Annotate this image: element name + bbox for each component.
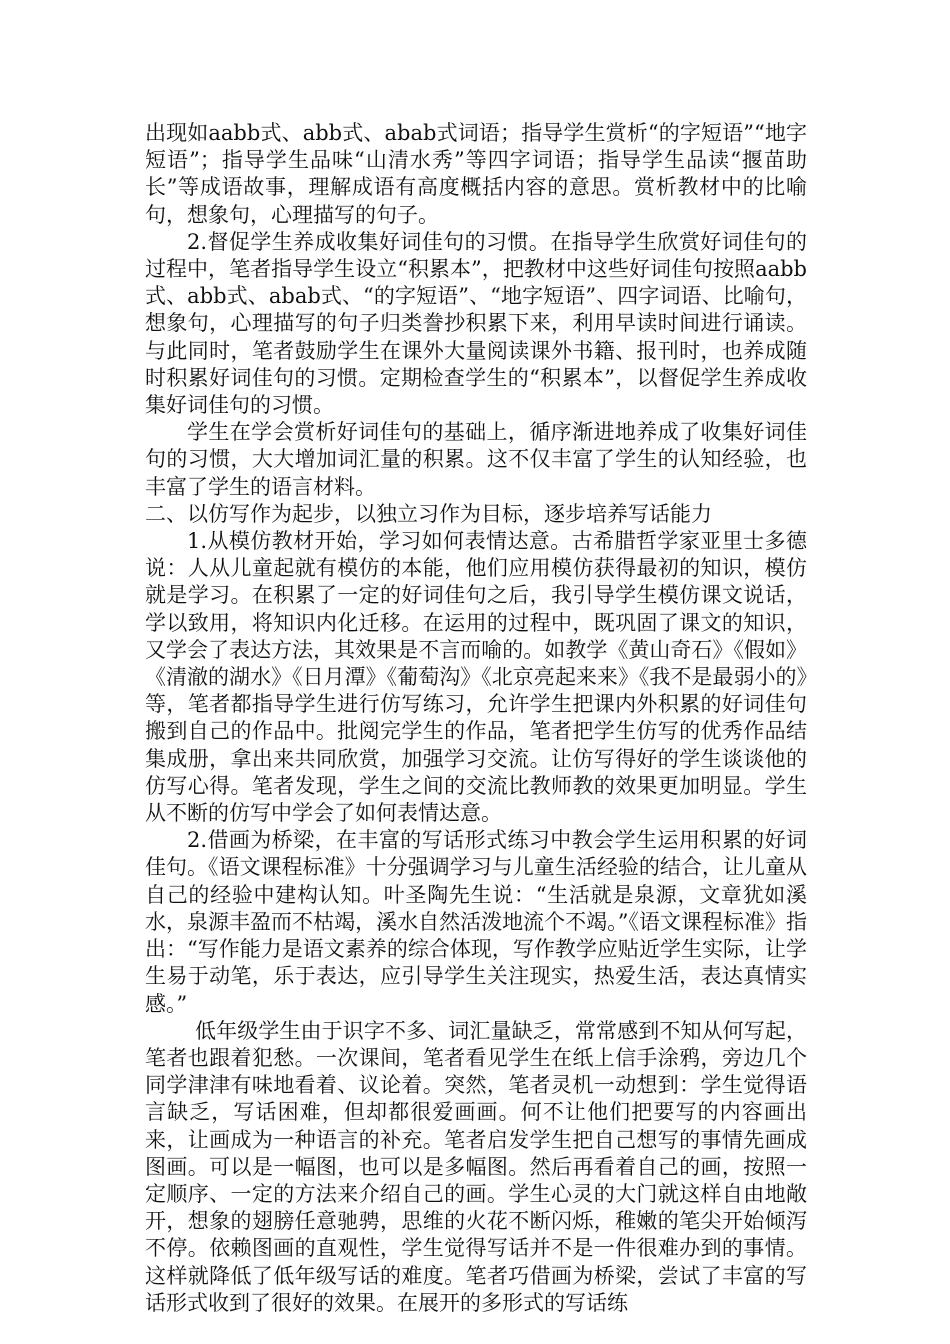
paragraph-collection-habit: 2.督促学生养成收集好词佳句的习惯。在指导学生欣赏好词佳句的过程中，笔者指导学生设立“积累本”，把教材中这些好词佳句按照aabb式、abb式、abab式、“的字短语”、“地字短语”、四字词语、比喻句，想象句，心理描写的句子归类誊抄积累下来，利用早读时间进行诵读。与此同时，笔者鼓励学生在课外大量阅读课外书籍、报刊时，也养成随时积累好词佳句的习惯。定期检查学生的“积累本”，以督促学生养成收集好词佳句的习惯。 bbox=[145, 229, 807, 418]
paragraph-summary: 学生在学会赏析好词佳句的基础上，循序渐进地养成了收集好词佳句的习惯，大大增加词汇量的积累。这不仅丰富了学生的认知经验，也丰富了学生的语言材料。 bbox=[145, 420, 807, 499]
paragraph-drawing-bridge: 2.借画为桥梁，在丰富的写话形式练习中教会学生运用积累的好词佳句。《语文课程标准》十分强调学习与儿童生活经验的结合，让儿童从自己的经验中建构认知。叶圣陶先生说：“生活就是泉源，文章犹如溪水，泉源丰盈而不枯竭，溪水自然活泼地流个不竭。”《语文课程标准》指出：“写作能力是语文素养的综合体现，写作教学应贴近学生实际，让学生易于动笔，乐于表达，应引导学生关注现实，热爱生活，表达真情实感。” bbox=[145, 828, 807, 1016]
section-heading: 二、以仿写作为起步，以独立习作为目标，逐步培养写话能力 bbox=[145, 501, 712, 526]
paragraph-low-grade: 低年级学生由于识字不多、词汇量缺乏，常常感到不知从何写起，笔者也跟着犯愁。一次课间，笔者看见学生在纸上信手涂鸦，旁边几个同学津津有味地看着、议论着。突然，笔者灵机一动想到：学生觉得语言缺乏，写话困难，但却都很爱画画。何不让他们把要写的内容画出来，让画成为一种语言的补充。笔者启发学生把自己想写的事情先画成图画。可以是一幅图，也可以是多幅图。然后再看着自己的画，按照一定顺序、一定的方法来介绍自己的画。学生心灵的大门就这样自由地敞开，想象的翅膀任意驰骋，思维的火花不断闪烁，稚嫩的笔尖开始倾泻不停。依赖图画的直观性，学生觉得写话并不是一件很难办到的事情。这样就降低了低年级写话的难度。笔者巧借画为桥梁，尝试了丰富的写话形式收到了很好的效果。在展开的多形式的写话练 bbox=[145, 1018, 807, 1315]
document-page bbox=[145, 120, 807, 1317]
paragraph-continuation: 出现如aabb式、abb式、abab式词语；指导学生赏析“的字短语”“地字短语”；指导学生品味“山清水秀”等四字词语；指导学生品读“揠苗助长”等成语故事，理解成语有高度概括内容的意思。赏析教材中的比喻句，想象句，心理描写的句子。 bbox=[145, 121, 807, 227]
paragraph-imitation: 1.从模仿教材开始，学习如何表情达意。古希腊哲学家亚里士多德说：人从儿童起就有模仿的本能，他们应用模仿获得最初的知识，模仿就是学习。在积累了一定的好词佳句之后，我引导学生模仿课文说话，学以致用，将知识内化迁移。在运用的过程中，既巩固了课文的知识，又学会了表达方法，其效果是不言而喻的。如教学《黄山奇石》《假如》《清澈的湖水》《日月潭》《葡萄沟》《北京亮起来来》《我不是最弱小的》等，笔者都指导学生进行仿写练习，允许学生把课内外积累的好词佳句搬到自己的作品中。批阅完学生的作品，笔者把学生仿写的优秀作品结集成册，拿出来共同欣赏，加强学习交流。让仿写得好的学生谈谈他的仿写心得。笔者发现，学生之间的交流比教师教的效果更加明显。学生从不断的仿写中学会了如何表情达意。 bbox=[145, 529, 807, 826]
